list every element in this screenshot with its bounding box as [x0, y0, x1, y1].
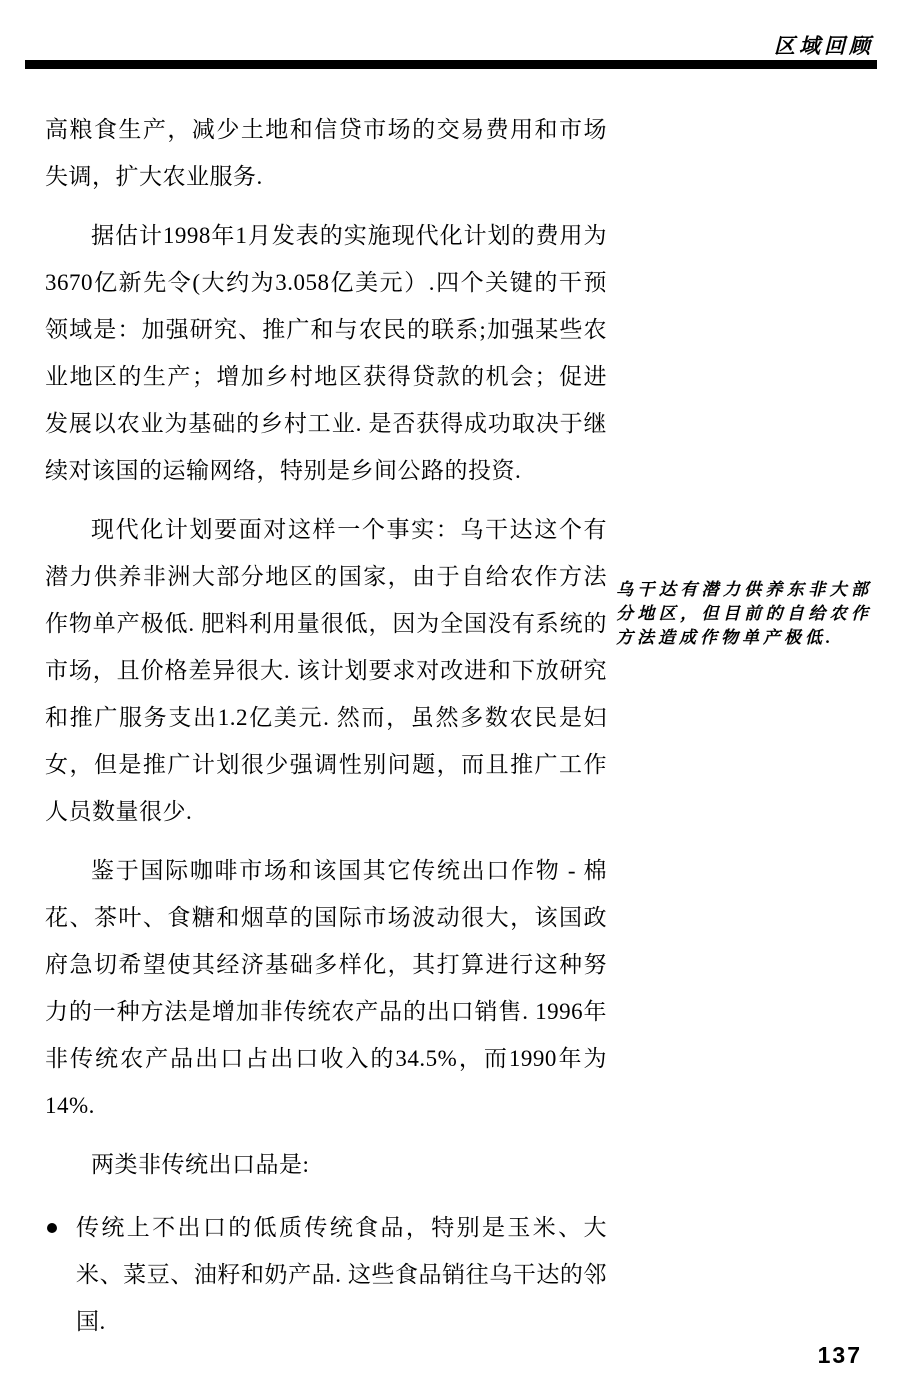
- header-divider-rule: [25, 60, 877, 69]
- section-header-title: 区域回顾: [774, 34, 874, 58]
- body-text-column: [45, 106, 607, 1345]
- margin-note: 乌干达有潜力供养东非大部分地区，但目前的自给农作方法造成作物单产极低.: [616, 580, 872, 647]
- paragraph-continuation: 高粮食生产，减少土地和信贷市场的交易费用和市场失调，扩大农业服务.: [45, 117, 607, 189]
- paragraph-plan-facts: 现代化计划要面对这样一个事实：乌干达这个有潜力供养非洲大部分地区的国家，由于自给农作方法作物单产极低. 肥料利用量很低，因为全国没有系统的市场，且价格差异很大. 该计划要求对改进和下放研究和推广服务支出1.2亿美元. 然而，虽然多数农民是妇女，但是推广计划很少强调性别问题，而且推广工作人员数量很少.: [45, 517, 607, 824]
- list-item-text: 传统上不出口的低质传统食品，特别是玉米、大米、菜豆、油籽和奶产品. 这些食品销往乌干达的邻国.: [76, 1215, 607, 1334]
- bullet-icon: [47, 1223, 57, 1233]
- paragraph-modernization-cost: 据估计1998年1月发表的实施现代化计划的费用为3670亿新先令(大约为3.058亿美元）.四个关键的干预领域是：加强研究、推广和与农民的联系;加强某些农业地区的生产；增加乡村地区获得贷款的机会；促进发展以农业为基础的乡村工业. 是否获得成功取决于继续对该国的运输网络，特别是乡间公路的投资.: [45, 223, 607, 483]
- page-number: 137: [817, 1342, 862, 1368]
- list-item: [45, 1204, 607, 1345]
- paragraph-export-diversification: 鉴于国际咖啡市场和该国其它传统出口作物 - 棉花、茶叶、食糖和烟草的国际市场波动很大，该国政府急切希望使其经济基础多样化，其打算进行这种努力的一种方法是增加非传统农产品的出口销售. 1996年非传统农产品出口占出口收入的34.5%，而1990年为14%.: [45, 858, 607, 1118]
- paragraph-list-intro: 两类非传统出口品是:: [91, 1152, 310, 1177]
